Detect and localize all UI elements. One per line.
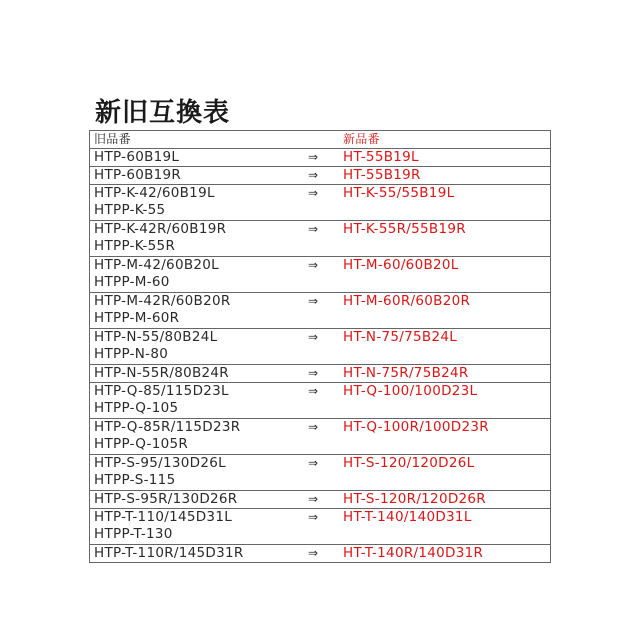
old-part-number-line: HTP-60B19R xyxy=(94,167,182,183)
table-row xyxy=(90,293,550,329)
old-part-number xyxy=(94,491,237,508)
table-row xyxy=(90,365,550,383)
old-part-number xyxy=(94,545,244,562)
table-row xyxy=(90,545,550,563)
table-header-row xyxy=(90,131,550,149)
old-part-number xyxy=(94,185,215,219)
old-part-header: 旧品番 xyxy=(94,132,131,146)
old-part-number-line: HTPP-T-130 xyxy=(94,526,173,542)
old-part-number-line: HTP-K-42R/60B19R xyxy=(94,221,227,237)
old-part-number-line: HTP-Q-85/115D23L xyxy=(94,383,229,399)
arrow-icon: ⇒ xyxy=(308,510,319,524)
arrow-icon: ⇒ xyxy=(308,384,319,398)
old-part-number xyxy=(94,383,229,417)
new-part-number: HT-S-120R/120D26R xyxy=(343,491,486,507)
old-part-number-line: HTPP-N-80 xyxy=(94,346,169,362)
old-part-number xyxy=(94,221,226,255)
arrow-icon: ⇒ xyxy=(308,294,319,308)
table-row xyxy=(90,383,550,419)
table-row xyxy=(90,185,550,221)
old-part-number-line: HTPP-Q-105R xyxy=(94,436,189,452)
page-title: 新旧互換表 xyxy=(95,98,231,128)
table-row xyxy=(90,329,550,365)
new-part-number: HT-N-75R/75B24R xyxy=(343,365,469,381)
arrow-icon: ⇒ xyxy=(308,366,319,380)
table-row xyxy=(90,149,550,167)
old-part-number-line: HTPP-S-115 xyxy=(94,472,176,488)
old-part-number-line: HTP-S-95/130D26L xyxy=(94,455,226,471)
arrow-icon: ⇒ xyxy=(308,222,319,236)
old-part-number-line: HTP-T-110/145D31L xyxy=(94,509,233,525)
new-part-number: HT-55B19R xyxy=(343,167,421,183)
arrow-icon: ⇒ xyxy=(308,492,319,506)
new-part-number: HT-S-120/120D26L xyxy=(343,455,475,471)
new-part-number: HT-M-60/60B20L xyxy=(343,257,459,273)
table-row xyxy=(90,221,550,257)
arrow-icon: ⇒ xyxy=(308,330,319,344)
table-row xyxy=(90,167,550,185)
old-part-number-line: HTPP-Q-105 xyxy=(94,400,179,416)
arrow-icon: ⇒ xyxy=(308,258,319,272)
old-part-number xyxy=(94,419,240,453)
table-row xyxy=(90,419,550,455)
old-part-number-line: HTP-N-55R/80B24R xyxy=(94,365,229,381)
new-part-number: HT-Q-100/100D23L xyxy=(343,383,478,399)
old-part-number-line: HTP-K-42/60B19L xyxy=(94,185,215,201)
old-part-number xyxy=(94,455,226,489)
arrow-icon: ⇒ xyxy=(308,186,319,200)
arrow-icon: ⇒ xyxy=(308,420,319,434)
new-part-number: HT-K-55/55B19L xyxy=(343,185,455,201)
arrow-icon: ⇒ xyxy=(308,168,319,182)
old-part-number-line: HTP-M-42/60B20L xyxy=(94,257,219,273)
new-part-number: HT-N-75/75B24L xyxy=(343,329,458,345)
table-row xyxy=(90,455,550,491)
old-part-number-line: HTPP-K-55R xyxy=(94,238,176,254)
old-part-number-line: HTP-M-42R/60B20R xyxy=(94,293,231,309)
old-part-number xyxy=(94,149,179,166)
new-part-number: HT-T-140R/140D31R xyxy=(343,545,484,561)
new-part-number: HT-55B19L xyxy=(343,149,419,165)
old-part-number-line: HTP-S-95R/130D26R xyxy=(94,491,238,507)
table-row xyxy=(90,257,550,293)
arrow-icon: ⇒ xyxy=(308,150,319,164)
old-part-number-line: HTPP-M-60R xyxy=(94,310,180,326)
table-body xyxy=(90,149,550,563)
compatibility-table xyxy=(89,130,551,563)
old-part-number-line: HTP-T-110R/145D31R xyxy=(94,545,244,561)
old-part-number xyxy=(94,167,181,184)
new-part-number: HT-Q-100R/100D23R xyxy=(343,419,489,435)
arrow-icon: ⇒ xyxy=(308,456,319,470)
old-part-number-line: HTP-N-55/80B24L xyxy=(94,329,218,345)
old-part-number xyxy=(94,293,231,327)
arrow-icon: ⇒ xyxy=(308,546,319,560)
old-part-number-line: HTP-60B19L xyxy=(94,149,180,165)
new-part-number: HT-M-60R/60B20R xyxy=(343,293,471,309)
old-part-number-line: HTPP-K-55 xyxy=(94,202,166,218)
new-part-header: 新品番 xyxy=(343,132,380,146)
old-part-number xyxy=(94,257,219,291)
new-part-number: HT-K-55R/55B19R xyxy=(343,221,466,237)
table-row xyxy=(90,491,550,509)
table-row xyxy=(90,509,550,545)
old-part-number xyxy=(94,329,217,363)
old-part-number-line: HTP-Q-85R/115D23R xyxy=(94,419,241,435)
old-part-number xyxy=(94,365,229,382)
new-part-number: HT-T-140/140D31L xyxy=(343,509,472,525)
old-part-number xyxy=(94,509,232,543)
old-part-number-line: HTPP-M-60 xyxy=(94,274,170,290)
